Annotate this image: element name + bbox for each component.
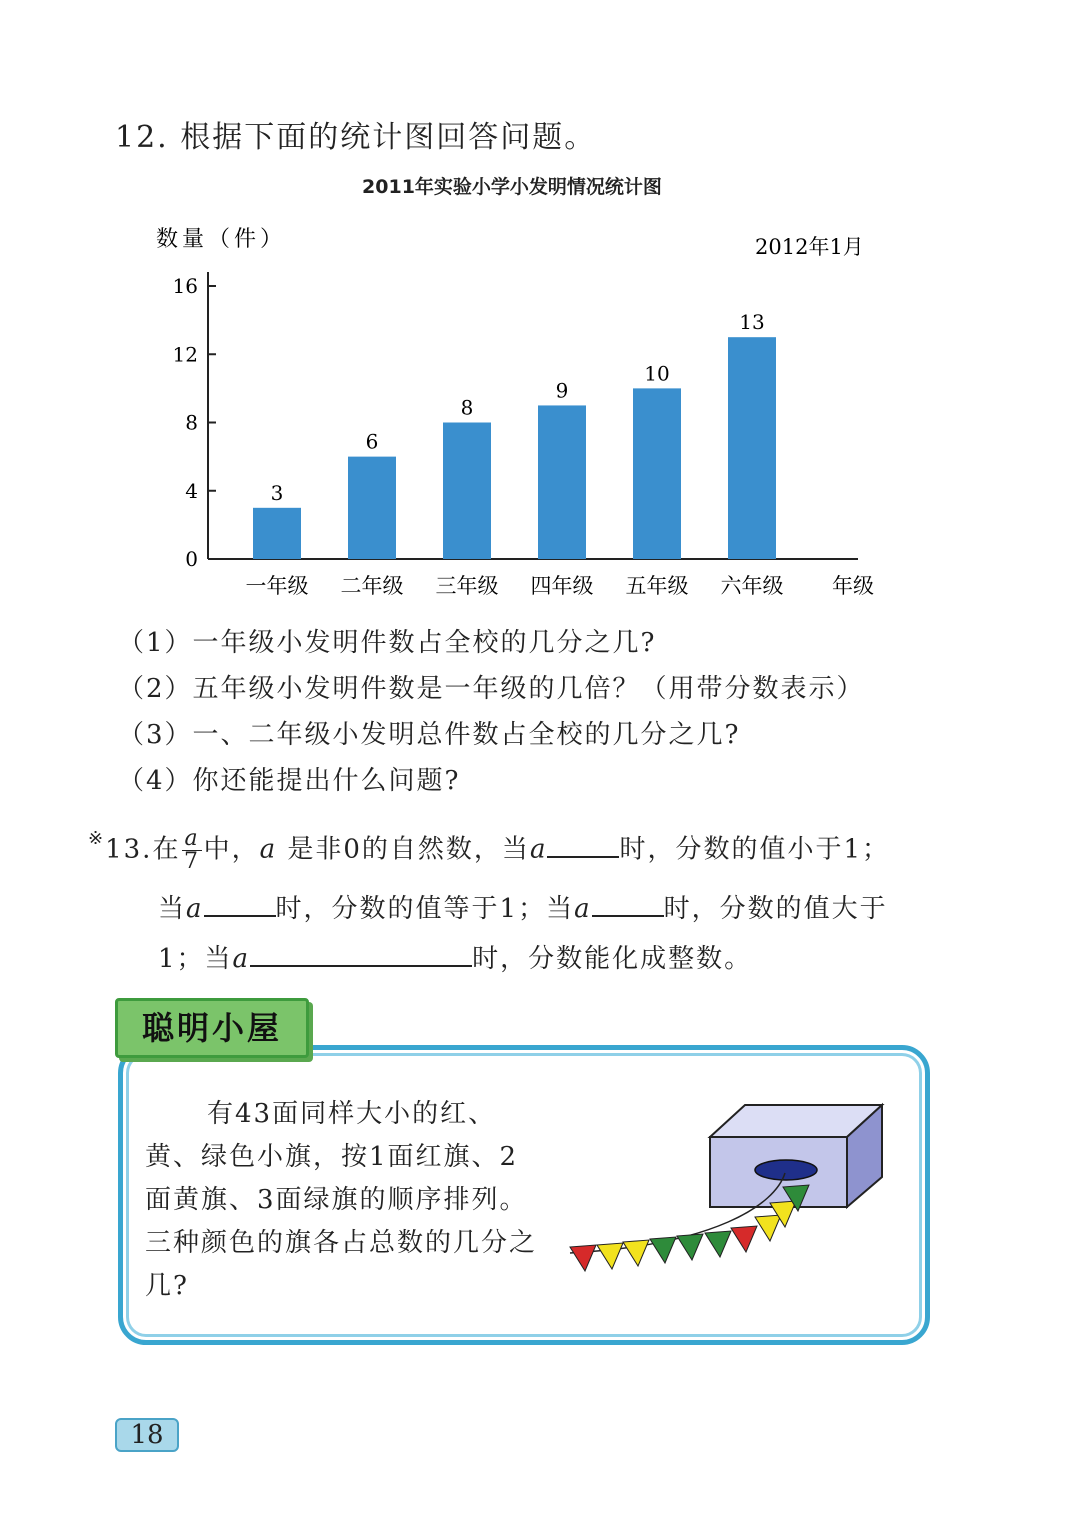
bar-value-label: 3 — [270, 480, 284, 505]
bar-value-label: 8 — [460, 395, 474, 420]
fraction-denominator: 7 — [184, 849, 201, 874]
smart-house-title: 聪明小屋 — [141, 1009, 282, 1047]
x-tick-label: 五年级 — [625, 574, 689, 598]
fraction-numerator: a — [184, 826, 200, 851]
q13-text: 时，分数能化成整数。 — [472, 944, 753, 974]
sub-question-4: （4）你还能提出什么问题? — [118, 766, 461, 796]
answer-blank-4[interactable] — [250, 941, 472, 967]
sub-question-2: （2）五年级小发明件数是一年级的几倍？（用带分数表示） — [118, 674, 865, 704]
bar-value-label: 13 — [739, 310, 765, 335]
q13-text: 1；当 — [158, 944, 233, 974]
question-12-title: 12. 根据下面的统计图回答问题。 — [115, 120, 597, 155]
y-tick-label: 0 — [185, 547, 198, 571]
answer-blank-1[interactable] — [547, 832, 619, 858]
chart-date: 2012年1月 — [755, 235, 864, 259]
red-flag — [731, 1226, 757, 1252]
y-tick-label: 8 — [185, 410, 198, 435]
q13-text: 时，分数的值等于1；当 — [275, 894, 575, 924]
red-flag — [570, 1245, 596, 1271]
answer-blank-3[interactable] — [592, 891, 664, 917]
q13-text: 时，分数的值小于1； — [619, 834, 890, 865]
q13-var: a — [574, 894, 592, 924]
yellow-flag — [597, 1243, 623, 1269]
question-13-line-1 — [88, 828, 890, 873]
flag-box-illustration — [555, 1095, 895, 1295]
page-number: 18 — [115, 1418, 179, 1452]
x-tick-label: 六年级 — [720, 574, 784, 598]
smart-house-tab — [115, 998, 309, 1058]
q13-text: 在 — [152, 834, 181, 865]
x-tick-label: 二年级 — [340, 574, 404, 598]
bar-value-label: 6 — [365, 429, 379, 454]
x-tick-label: 一年级 — [245, 574, 309, 598]
sub-question-3: （3）一、二年级小发明总件数占全校的几分之几? — [118, 720, 741, 750]
bar-2 — [348, 457, 396, 559]
x-tick-label: 三年级 — [435, 574, 499, 598]
y-tick-label: 16 — [172, 274, 198, 298]
bar-4 — [538, 405, 586, 559]
y-tick-label: 4 — [185, 478, 198, 503]
y-axis-label: 数量（件） — [156, 227, 287, 252]
green-flag — [705, 1231, 731, 1257]
green-flag — [677, 1234, 703, 1260]
optional-mark: ※ — [88, 828, 106, 849]
x-tick-label: 四年级 — [530, 574, 594, 598]
q13-text: 当 — [158, 894, 187, 924]
bar-5 — [633, 388, 681, 559]
q13-var: a — [232, 944, 251, 974]
bar-value-label: 10 — [644, 361, 670, 386]
green-flag — [650, 1237, 676, 1263]
q13-text: 时，分数的值大于 — [663, 894, 888, 924]
yellow-flag — [623, 1240, 649, 1266]
bar-chart — [0, 0, 1080, 620]
q13-var: a — [186, 894, 204, 924]
answer-blank-2[interactable] — [204, 891, 276, 917]
bar-value-label: 9 — [555, 378, 569, 403]
q13-var: a — [259, 834, 278, 865]
fraction-a-over-7 — [182, 828, 201, 873]
yellow-flag — [755, 1215, 781, 1241]
q13-text: 中， — [203, 834, 260, 865]
box-hole — [755, 1160, 817, 1180]
q13-text: 是非0的自然数，当 — [287, 834, 530, 865]
question-13-line-3 — [158, 938, 752, 975]
x-axis-label: 年级 — [832, 574, 874, 598]
bar-1 — [253, 508, 301, 559]
bar-3 — [443, 423, 491, 560]
bar-6 — [728, 337, 776, 559]
y-tick-label: 12 — [172, 342, 198, 367]
sub-question-1: （1）一年级小发明件数占全校的几分之几? — [118, 628, 657, 658]
q13-var: a — [529, 834, 548, 865]
puzzle-text: 有43面同样大小的红、黄、绿色小旗，按1面红旗、2面黄旗、3面绿旗的顺序排列。三种颜色的旗各占总数的几分之几? — [145, 1099, 538, 1301]
question-13-line-2 — [158, 888, 888, 925]
chart-title: 2011年实验小学小发明情况统计图 — [362, 176, 662, 198]
question-13-number: 13. — [105, 834, 153, 865]
